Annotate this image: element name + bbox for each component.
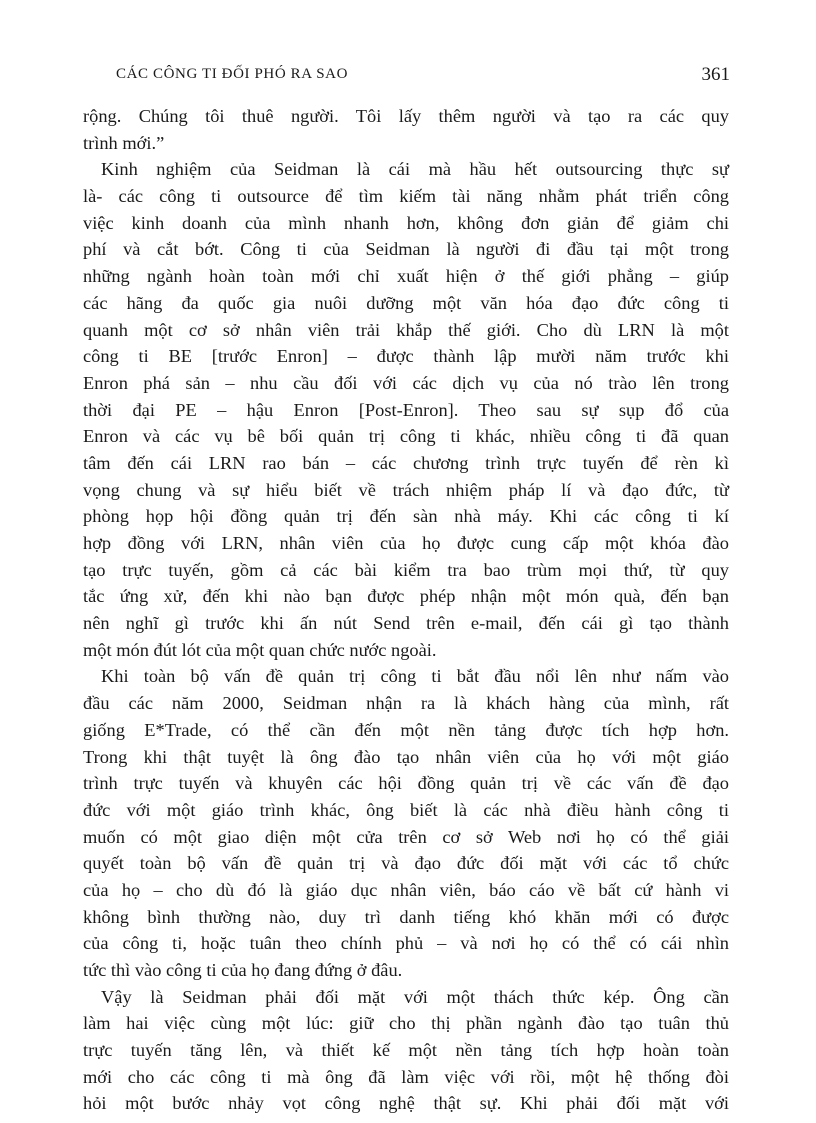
text-line: rộng. Chúng tôi thuê người. Tôi lấy thêm người và tạo ra các quy	[83, 106, 729, 126]
text-line: Vậy là Seidman phải đối mặt với một thách thức kép. Ông cần	[101, 986, 729, 1007]
text-line: phòng họp hội đồng quản trị đến sàn nhà máy. Khi các công ti kí	[83, 506, 729, 527]
text-line: phí và cắt bớt. Công ti của Seidman là người đi đầu tại một trong	[83, 239, 729, 260]
text-line: nên nghĩ gì trước khi ấn nút Send trên e-mail, đến cái gì tạo thành	[83, 613, 729, 634]
text-line: những ngành hoàn toàn mới chỉ xuất hiện ở thế giới phẳng – giúp	[83, 266, 729, 287]
text-line: của họ – cho dù đó là giáo dục nhân viên, báo cáo về bất cứ hành vi	[83, 879, 729, 900]
text-line: trình trực tuyến và khuyên các hội đồng quản trị về các vấn đề đạo	[83, 773, 729, 794]
text-line: tắc ứng xử, đến khi nào bạn được phép nhận một món quà, đến bạn	[83, 586, 729, 607]
text-line: trình mới.”	[83, 132, 165, 153]
text-line: làm hai việc cùng một lúc: giữ cho thị phần ngành đào tạo tuân thủ	[83, 1013, 729, 1034]
text-line: quanh một cơ sở nhân viên trải khắp thế giới. Cho dù LRN là một	[83, 319, 729, 340]
text-line: thời đại PE – hậu Enron [Post-Enron]. Theo sau sự sụp đổ của	[83, 399, 729, 420]
text-line: các hãng đa quốc gia nuôi dưỡng một văn hóa đạo đức công ti	[83, 292, 729, 313]
text-line: việc kinh doanh của mình nhanh hơn, không đơn giản để giảm chi	[83, 212, 729, 233]
text-line: vọng chung và sự hiểu biết về trách nhiệm pháp lí và đạo đức, từ	[83, 479, 729, 500]
text-line: hỏi một bước nhảy vọt công nghệ thật sự. Khi phải đối mặt với	[83, 1093, 729, 1114]
text-line: tức thì vào công ti của họ đang đứng ở đâu.	[83, 960, 403, 980]
text-line: Trong khi thật tuyệt là ông đào tạo nhân viên của họ với một giáo	[83, 746, 729, 767]
text-line: của công ti, hoặc tuân theo chính phủ – và nơi họ có thể có cái nhìn	[83, 933, 729, 954]
text-line: tâm đến cái LRN rao bán – các chương trình trực tuyến để rèn kì	[83, 452, 729, 473]
text-line: Khi toàn bộ vấn đề quản trị công ti bắt đầu nổi lên như nấm vào	[101, 666, 729, 687]
text-line: hợp đồng với LRN, nhân viên của họ được cung cấp một khóa đào	[83, 533, 729, 553]
body-text	[83, 103, 729, 1117]
text-line: giống E*Trade, có thể cần đến một nền tảng được tích hợp hơn.	[83, 719, 729, 740]
text-line: công ti BE [trước Enron] – được thành lập mười năm trước khi	[83, 346, 729, 367]
text-line: muốn có một giao diện một cửa trên cơ sở Web nơi họ có thể giải	[83, 826, 729, 847]
text-line: quyết toàn bộ vấn đề quản trị và đạo đức đối mặt với các tổ chức	[83, 853, 729, 874]
running-title: CÁC CÔNG TI ĐỐI PHÓ RA SAO	[116, 66, 349, 82]
text-line: Enron phá sản – nhu cầu đối với các dịch vụ của nó trào lên trong	[83, 372, 729, 393]
text-line: là- các công ti outsource để tìm kiếm tài năng nhằm phát triển công	[83, 186, 729, 207]
text-line: mới cho các công ti mà ông đã làm việc với rồi, một hệ thống đòi	[83, 1066, 729, 1087]
page-number: 361	[701, 64, 730, 85]
text-line: Kinh nghiệm của Seidman là cái mà hầu hết outsourcing thực sự	[101, 159, 729, 180]
text-line: Enron và các vụ bê bối quản trị công ti khác, nhiều công ti đã quan	[83, 426, 729, 447]
text-line: tạo trực tuyến, gồm cả các bài kiểm tra bao trùm mọi thứ, từ quy	[83, 559, 729, 580]
text-line: đầu các năm 2000, Seidman nhận ra là khách hàng của mình, rất	[83, 693, 729, 714]
text-line: không bình thường nào, duy trì danh tiếng khó khăn mới có được	[83, 906, 729, 927]
text-line: đức với một giáo trình khác, ông biết là các nhà điều hành công ti	[83, 799, 729, 820]
text-line: trực tuyến tăng lên, và thiết kế một nền tảng tích hợp hoàn toàn	[83, 1040, 729, 1061]
text-line: một món đút lót của một quan chức nước ngoài.	[83, 639, 437, 660]
running-head	[116, 64, 730, 92]
